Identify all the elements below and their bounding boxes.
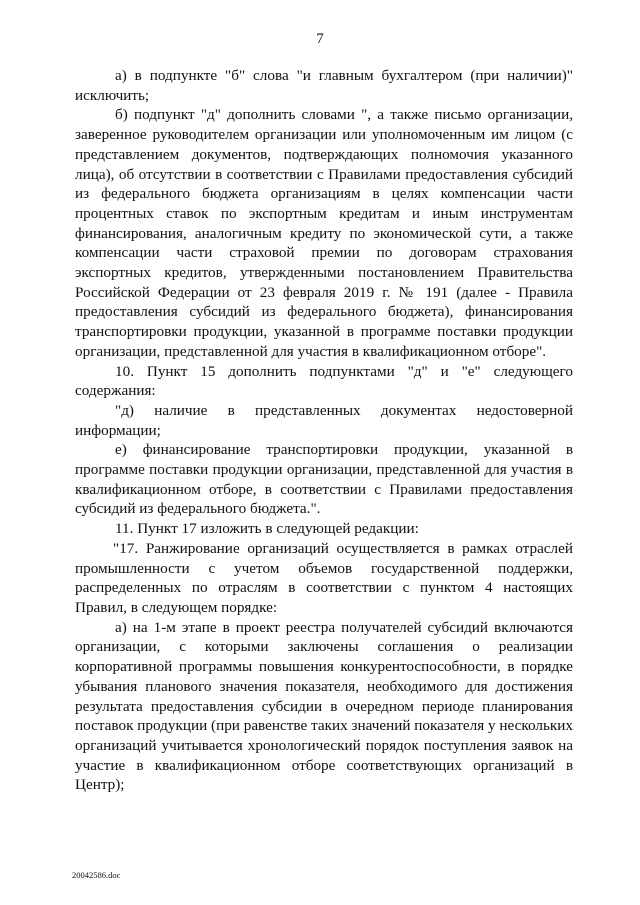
paragraph-subpoint-e-text: е) финансирование транспортировки продукции, указанной в программе поставки продукции организации, представленной для участия в квалификационном отборе, в соответствии с Правилами предоставления субсидий из федерального бюджета.". bbox=[75, 441, 573, 518]
paragraph-item-10: 10. Пункт 15 дополнить подпунктами "д" и "е" следующего содержания: bbox=[75, 362, 573, 400]
paragraph-subpoint-d-text: "д) наличие в представленных документах недостоверной информации; bbox=[75, 401, 573, 439]
paragraph-a-subpoint-b: а) в подпункте "б" слова "и главным бухгалтером (при наличии)" исключить; bbox=[75, 67, 573, 104]
page-number: 7 bbox=[316, 31, 324, 47]
document-body bbox=[75, 66, 573, 795]
paragraph-stage-1: а) на 1-м этапе в проект реестра получателей субсидий включаются организации, с которыми заключены соглашения о реализации корпоративной программы повышения конкурентоспособности, в порядке убывания планового значения показателя, необходимого для достижения результата предоставления субсидии в очередном периоде планирования поставок продукции (при равенстве таких значений показателя у нескольких организаций учитывается хронологический порядок поступления заявок на участие в квалификационном отборе соответствующих организаций в Центр); bbox=[75, 618, 573, 794]
paragraph-item-17-text: "17. Ранжирование организаций осуществляется в рамках отраслей промышленности с учетом объемов государственной поддержки, распределенных по отраслям в соответствии с пунктом 4 настоящих Правил, в следующем порядке: bbox=[75, 539, 573, 616]
document-file-id: 20042586.doc bbox=[72, 870, 121, 880]
paragraph-item-11: 11. Пункт 17 изложить в следующей редакции: bbox=[115, 520, 419, 538]
paragraph-b-subpoint-d: б) подпункт "д" дополнить словами ", а также письмо организации, заверенное руководителем организации или уполномоченным им лицом (с представлением документов, подтверждающих полномочия указанного лица), об отсутствии в соответствии с Правилами предоставления субсидий из федерального бюджета организациям в целях компенсации части процентных ставок по экспортным кредитам и иным инструментам финансирования, аналогичным кредиту по экономической сути, а также компенсации части страховой премии по договорам страхования экспортных кредитов, утвержденными постановлением Правительства Российской Федерации от 23 февраля 2019 г. № 191 (далее - Правила предоставления субсидий из федерального бюджета), финансирования транспортировки продукции, указанной в программе поставки продукции организации, представленной для участия в квалификационном отборе". bbox=[75, 106, 573, 360]
